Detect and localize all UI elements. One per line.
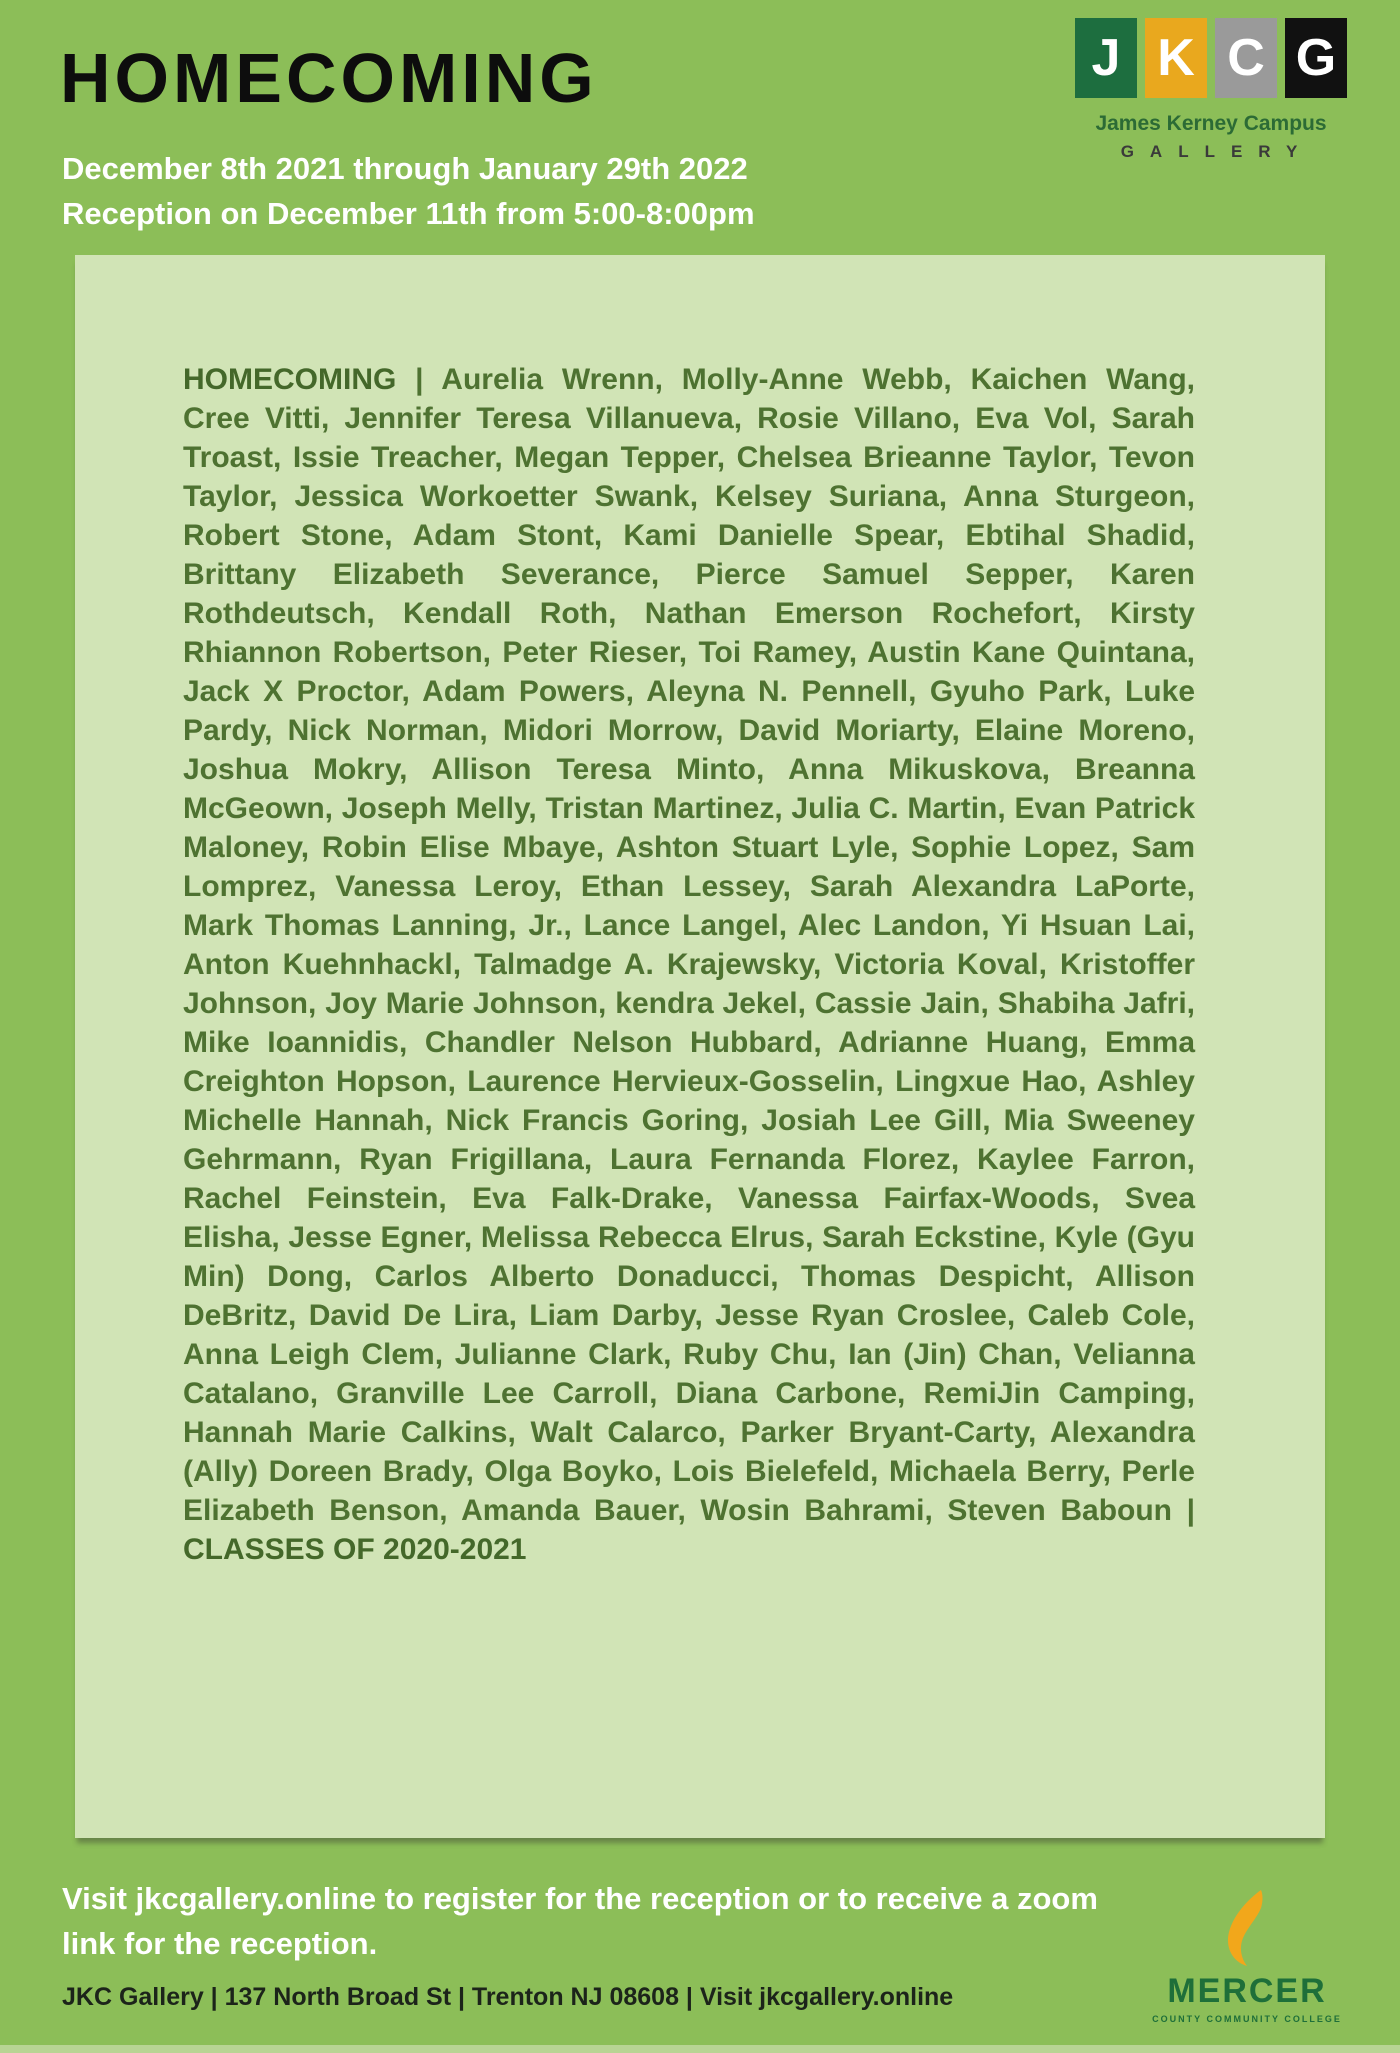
mercer-logo (1142, 1888, 1352, 2024)
list-separator: | (1172, 1494, 1195, 1527)
reception-info: Reception on December 11th from 5:00-8:00pm (62, 196, 755, 231)
mercer-flame-icon (1142, 1888, 1352, 1970)
mercer-tagline-text: COUNTY COMMUNITY COLLEGE (1152, 2014, 1342, 2024)
logo-tile-k: K (1145, 18, 1207, 98)
artist-list-title: HOMECOMING (183, 363, 397, 396)
artist-list (75, 255, 1325, 1569)
registration-note: Visit jkcgallery.online to register for the reception or to receive a zoom link for the reception. (62, 1881, 1098, 1961)
logo-tile-g: G (1285, 18, 1347, 98)
logo-tile-j: J (1075, 18, 1137, 98)
logo-campus-text: James Kerney Campus (1095, 112, 1327, 135)
artist-names: Aurelia Wrenn, Molly-Anne Webb, Kaichen Wang, Cree Vitti, Jennifer Teresa Villanueva, Rosie Villano, Eva Vol, Sarah Troast, Issie Treacher, Megan Tepper, Chelsea Brieanne Taylor, Tevon Taylor, Jessica Workoetter Swank, Kelsey Suriana, Anna Sturgeon, Robert Stone, Adam Stont, Kami Danielle Spear, Ebtihal Shadid, Brittany Elizabeth Severance, Pierce Samuel Sepper, Karen Rothdeutsch, Kendall Roth, Nathan Emerson Rochefort, Kirsty Rhiannon Robertson, Peter Rieser, Toi Ramey, Austin Kane Quintana, Jack X Proctor, Adam Powers, Aleyna N. Pennell, Gyuho Park, Luke Pardy, Nick Norman, Midori Morrow, David Moriarty, Elaine Moreno, Joshua Mokry, Allison Teresa Minto, Anna Mikuskova, Breanna McGeown, Joseph Melly, Tristan Martinez, Julia C. Martin, Evan Patrick Maloney, Robin Elise Mbaye, Ashton Stuart Lyle, Sophie Lopez, Sam Lomprez, Vanessa Leroy, Ethan Lessey, Sarah Alexandra LaPorte, Mark Thomas Lanning, Jr., Lance Langel, Alec Landon, Yi Hsuan Lai, Anton Kuehnhackl, Talmadge A. Krajewsky, Victoria Koval, Kristoffer Johnson, Joy Marie Johnson, kendra Jekel, Cassie Jain, Shabiha Jafri, Mike Ioannidis, Chandler Nelson Hubbard, Adrianne Huang, Emma Creighton Hopson, Laurence Hervieux-Gosselin, Lingxue Hao, Ashley Michelle Hannah, Nick Francis Goring, Josiah Lee Gill, Mia Sweeney Gehrmann, Ryan Frigillana, Laura Fernanda Florez, Kaylee Farron, Rachel Feinstein, Eva Falk-Drake, Vanessa Fairfax-Woods, Svea Elisha, Jesse Egner, Melissa Rebecca Elrus, Sarah Eckstine, Kyle (Gyu Min) Dong, Carlos Alberto Donaducci, Thomas Despicht, Allison DeBritz, David De Lira, Liam Darby, Jesse Ryan Croslee, Caleb Cole, Anna Leigh Clem, Julianne Clark, Ruby Chu, Ian (Jin) Chan, Velianna Catalano, Granville Lee Carroll, Diana Carbone, RemiJin Camping, Hannah Marie Calkins, Walt Calarco, Parker Bryant-Carty, Alexandra (Ally) Doreen Brady, Olga Boyko, Lois Bielefeld, Michaela Berry, Perle Elizabeth Benson, Amanda Bauer, Wosin Bahrami, Steven Baboun (183, 363, 1195, 1527)
artist-list-panel (75, 255, 1325, 1838)
bottom-edge-strip (0, 2045, 1400, 2053)
gallery-address-line: JKC Gallery | 137 North Broad St | Trenton NJ 08608 | Visit jkcgallery.online (62, 1983, 954, 2011)
jkc-logo-tiles (1075, 18, 1347, 98)
jkc-gallery-logo (1075, 18, 1347, 162)
page-title: HOMECOMING (60, 39, 598, 117)
mercer-name-text: MERCER (1167, 1972, 1327, 2010)
date-range: December 8th 2021 through January 29th 2022 (62, 151, 748, 186)
classes-label: CLASSES OF 2020-2021 (183, 1533, 527, 1566)
list-separator: | (396, 363, 442, 396)
exhibition-dates (62, 146, 755, 236)
logo-gallery-text: GALLERY (1120, 142, 1314, 161)
logo-tile-c: C (1215, 18, 1277, 98)
